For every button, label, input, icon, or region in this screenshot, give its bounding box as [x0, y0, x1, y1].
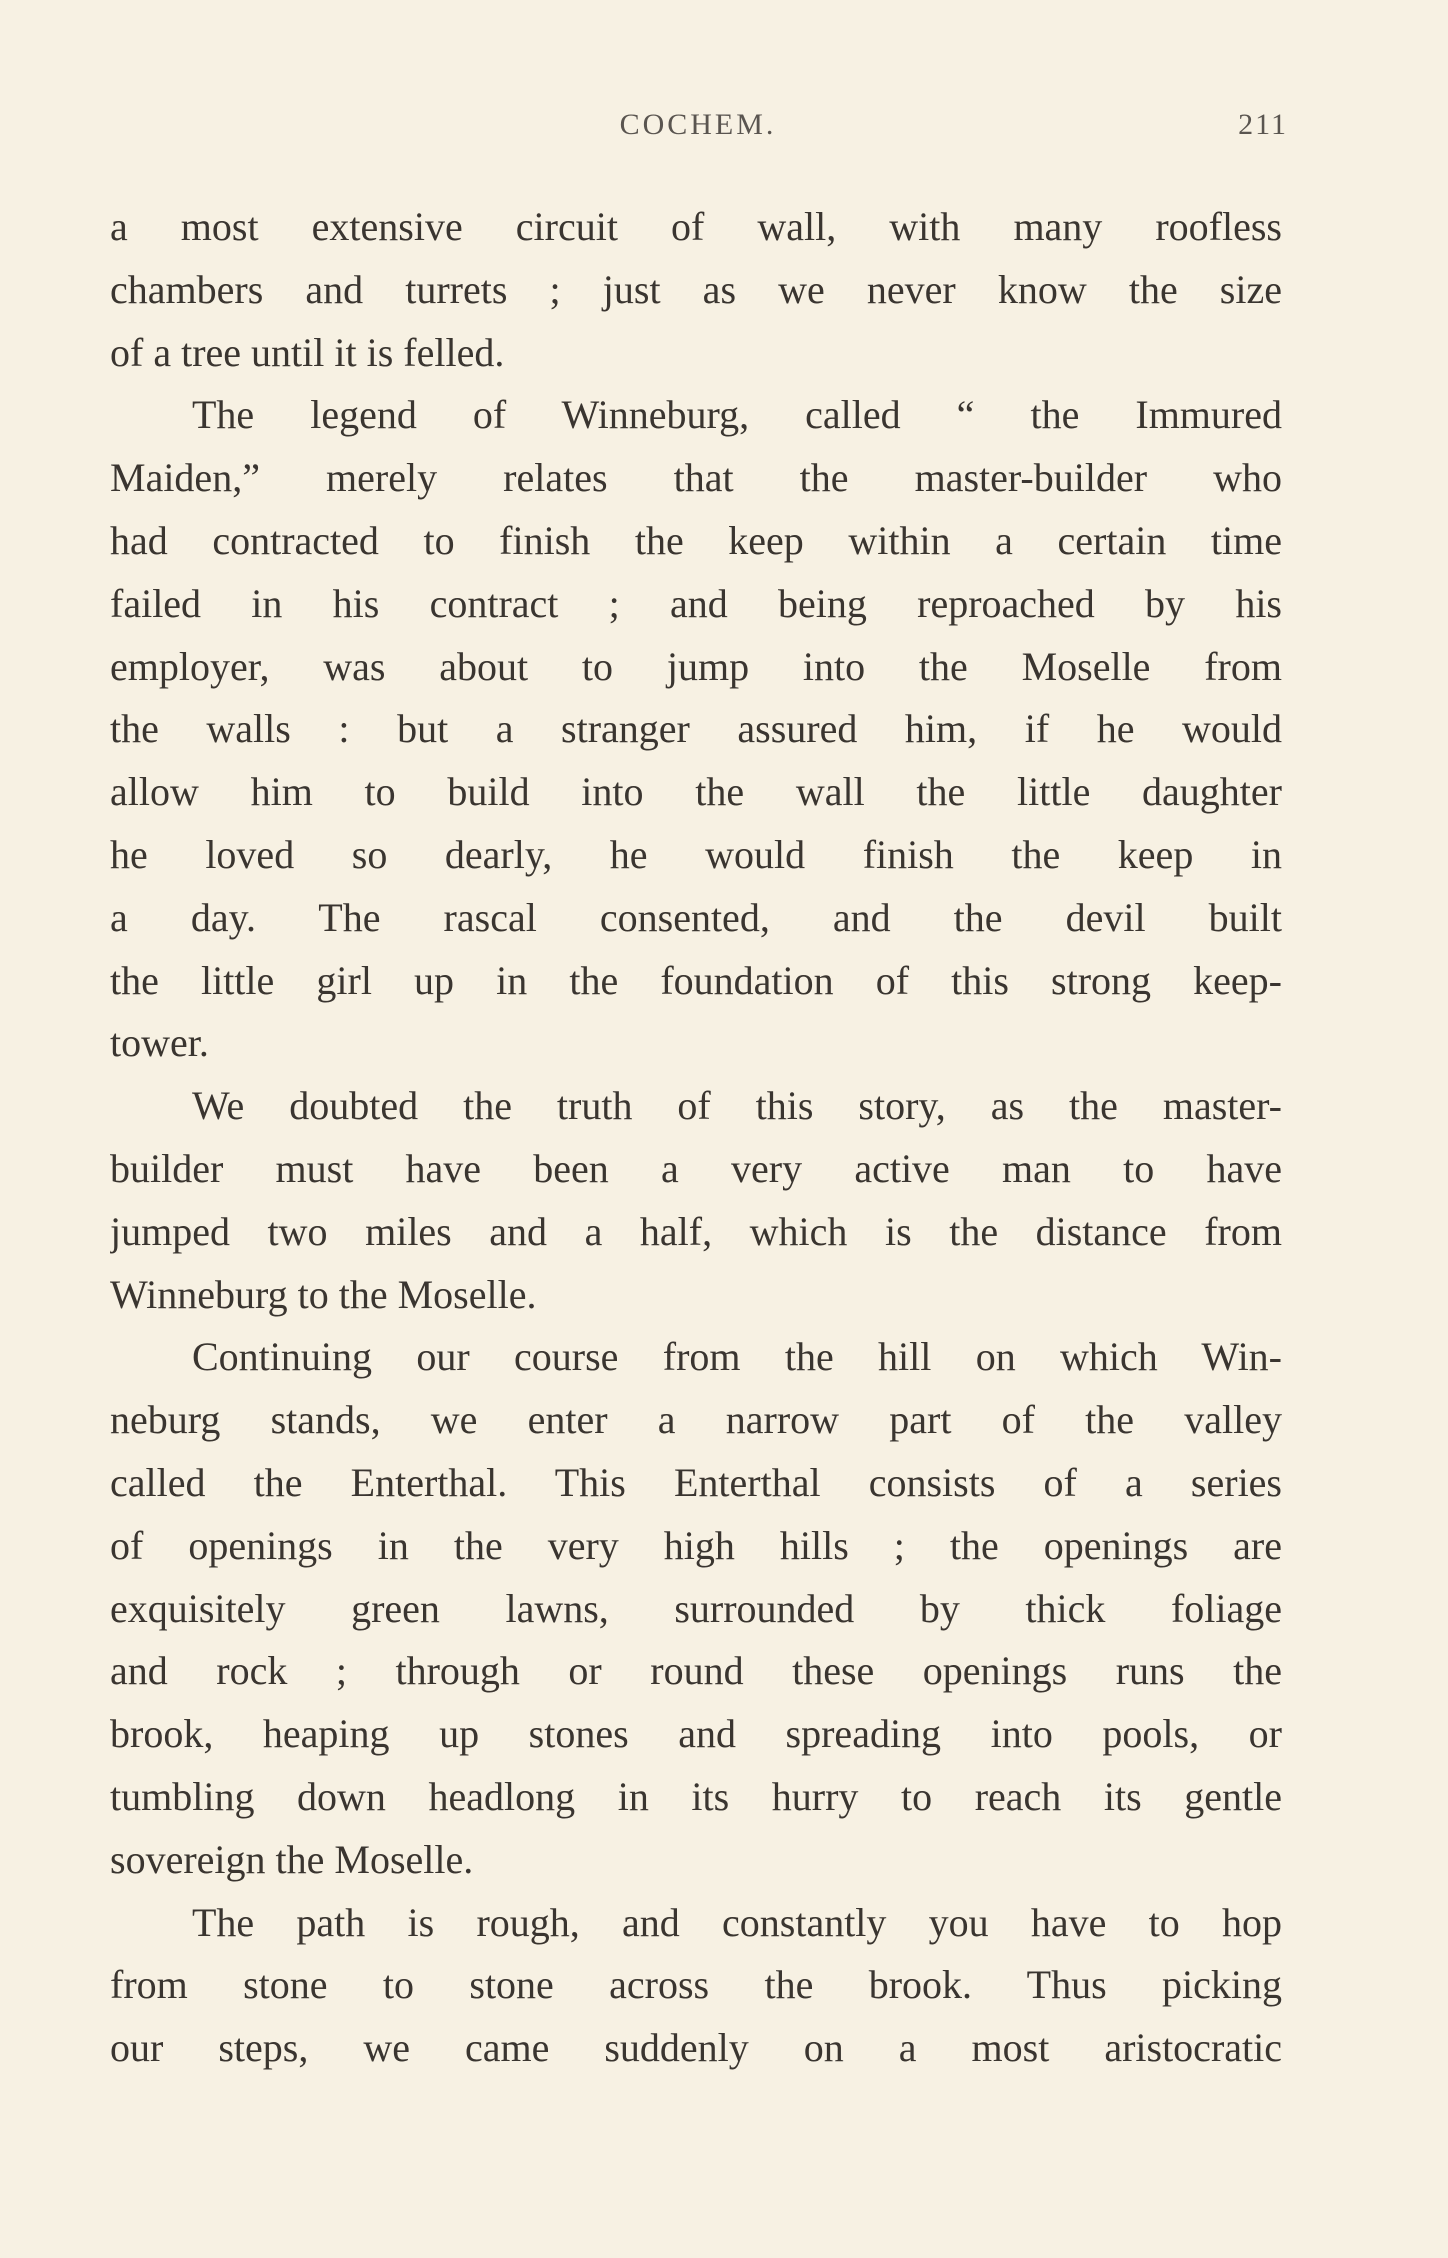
body-text — [110, 196, 1282, 2080]
text-line: had contracted to finish the keep within a certain time — [110, 517, 1282, 563]
text-line: allow him to build into the wall the little daughter — [110, 769, 1282, 815]
text-line: a most extensive circuit of wall, with many roofless — [110, 204, 1282, 249]
text-line: brook, heaping up stones and spreading into pools, or — [110, 1711, 1282, 1757]
text-line: failed in his contract ; and being reproached by his — [110, 580, 1282, 626]
running-head — [108, 108, 1288, 152]
text-line: jumped two miles and a half, which is the distance from — [110, 1208, 1282, 1254]
running-title: COCHEM. — [619, 108, 777, 141]
text-line: of openings in the very high hills ; the openings are — [110, 1522, 1282, 1568]
text-line: Maiden,” merely relates that the master-builder who — [110, 455, 1282, 501]
text-line: called the Enterthal. This Enterthal consists of a series — [110, 1459, 1282, 1505]
text-line: The legend of Winneburg, called “ the Immured — [192, 392, 1282, 438]
text-line: We doubted the truth of this story, as the master- — [192, 1083, 1282, 1129]
text-line: the little girl up in the foundation of this strong keep- — [110, 957, 1282, 1003]
text-line: Continuing our course from the hill on which Win- — [192, 1334, 1282, 1380]
text-line: our steps, we came suddenly on a most aristocratic — [110, 2025, 1282, 2071]
text-line: and rock ; through or round these openings runs the — [110, 1648, 1282, 1694]
text-line: Winneburg to the Moselle. — [110, 1271, 537, 1317]
text-line: a day. The rascal consented, and the devil built — [110, 894, 1282, 940]
text-line: sovereign the Moselle. — [110, 1836, 474, 1882]
text-line: The path is rough, and constantly you have to hop — [192, 1899, 1282, 1945]
text-line: exquisitely green lawns, surrounded by thick foliage — [110, 1585, 1282, 1631]
text-line: he loved so dearly, he would finish the keep in — [110, 831, 1282, 877]
text-line: the walls : but a stranger assured him, if he would — [110, 706, 1282, 752]
text-line: chambers and turrets ; just as we never know the size — [110, 266, 1282, 312]
text-line: of a tree until it is felled. — [110, 329, 505, 375]
page-number: 211 — [1238, 108, 1288, 141]
text-line: from stone to stone across the brook. Thus picking — [110, 1962, 1282, 2008]
text-line: tumbling down headlong in its hurry to reach its gentle — [110, 1773, 1282, 1819]
text-line: employer, was about to jump into the Moselle from — [110, 643, 1282, 689]
text-line: neburg stands, we enter a narrow part of the valley — [110, 1397, 1282, 1443]
text-line: tower. — [110, 1020, 209, 1066]
text-line: builder must have been a very active man to have — [110, 1145, 1282, 1191]
